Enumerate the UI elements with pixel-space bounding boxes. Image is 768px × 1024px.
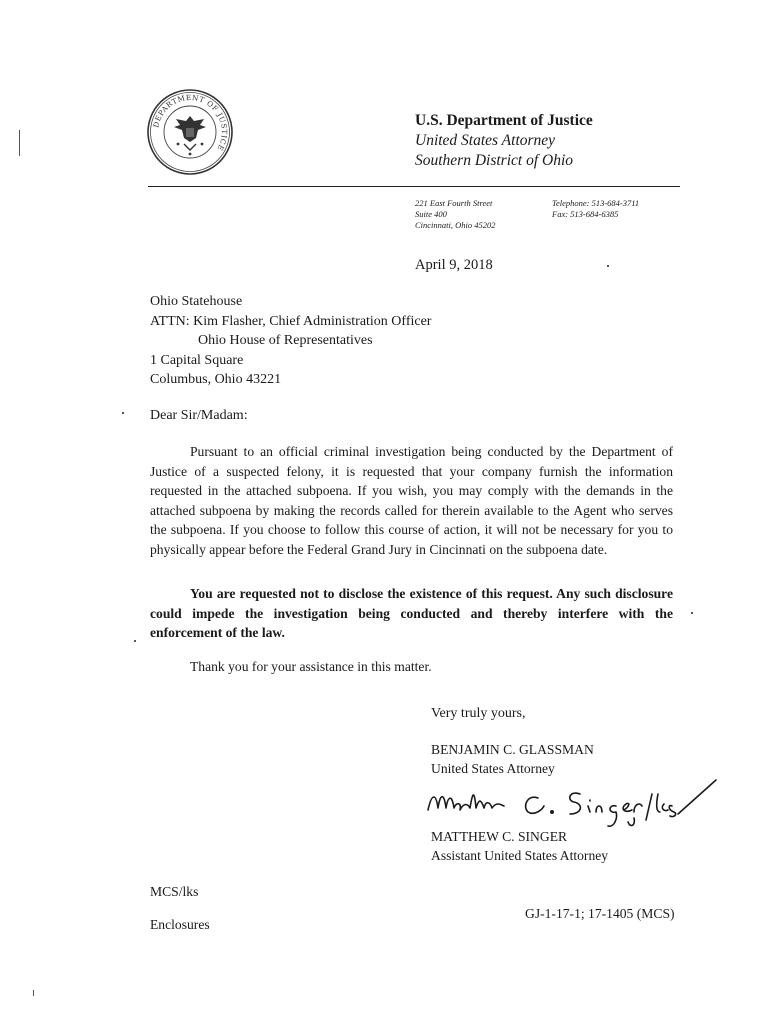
office-address: [415, 198, 496, 231]
letter-date: April 9, 2018: [415, 257, 493, 273]
signatory-block-2: [431, 827, 608, 865]
contact-numbers: [552, 198, 639, 220]
reference-number: GJ-1-17-1; 17-1405 (MCS): [525, 906, 675, 921]
enclosures-note: Enclosures: [150, 917, 210, 932]
recipient-line: Ohio Statehouse: [150, 294, 243, 309]
signatory-title: Assistant United States Attorney: [431, 848, 609, 863]
scan-mark: [607, 265, 609, 267]
district-name: Southern District of Ohio: [415, 152, 574, 169]
body-paragraph-2: You are requested not to disclose the existence of this request. Any such disclosure could impede the investigation being conducted and thereby interfere with the enforcement of the law.: [150, 586, 673, 640]
recipient-line: 1 Capital Square: [150, 352, 244, 368]
fax: Fax: 513-684-6385: [552, 209, 619, 219]
signatory-name: BENJAMIN C. GLASSMAN: [431, 742, 594, 757]
recipient-line: ATTN: Kim Flasher, Chief Administration Officer: [150, 313, 432, 329]
handwritten-signature: [420, 772, 720, 832]
scan-mark: [691, 612, 693, 614]
signatory-title: United States Attorney: [431, 761, 555, 776]
scan-mark: [122, 412, 124, 414]
scan-mark: [19, 130, 20, 156]
closing: Very truly yours,: [431, 706, 526, 721]
address-line: Suite 400: [415, 209, 447, 219]
salutation: Dear Sir/Madam:: [150, 408, 248, 423]
typist-initials: MCS/lks: [150, 884, 199, 899]
recipient-block: [150, 292, 431, 390]
recipient-line: Columbus, Ohio 43221: [150, 372, 282, 387]
seal-ring-text: DEPARTMENT OF JUSTICE: [151, 92, 230, 153]
address-line: Cincinnati, Ohio 45202: [415, 220, 496, 230]
scan-mark: [33, 990, 34, 996]
body-paragraph-3: Thank you for your assistance in this matter.: [190, 659, 432, 674]
body-paragraph-1: Pursuant to an official criminal investigation being conducted by the Department of Justice of a suspected felony, it is requested that your company furnish the information requested in the attached subpoena. If you wish, you may comply with the demands in the attached subpoena by making the records called for therein available to the Agent who serves the subpoena. If you choose to follow this course of action, it will not be necessary for you to physically appear before the Federal Grand Jury in Cincinnati on the subpoena date.: [150, 444, 673, 557]
telephone: Telephone: 513-684-3711: [552, 198, 640, 208]
letterhead-divider: [148, 186, 680, 187]
department-name: U.S. Department of Justice: [415, 112, 593, 129]
scan-mark: [134, 640, 136, 642]
signatory-name: MATTHEW C. SINGER: [431, 829, 568, 844]
address-line: 221 East Fourth Street: [415, 198, 493, 208]
recipient-line: Ohio House of Representatives: [198, 333, 373, 348]
office-name: United States Attorney: [415, 132, 556, 149]
letterhead: [415, 111, 593, 171]
doj-seal-icon: [146, 88, 234, 176]
